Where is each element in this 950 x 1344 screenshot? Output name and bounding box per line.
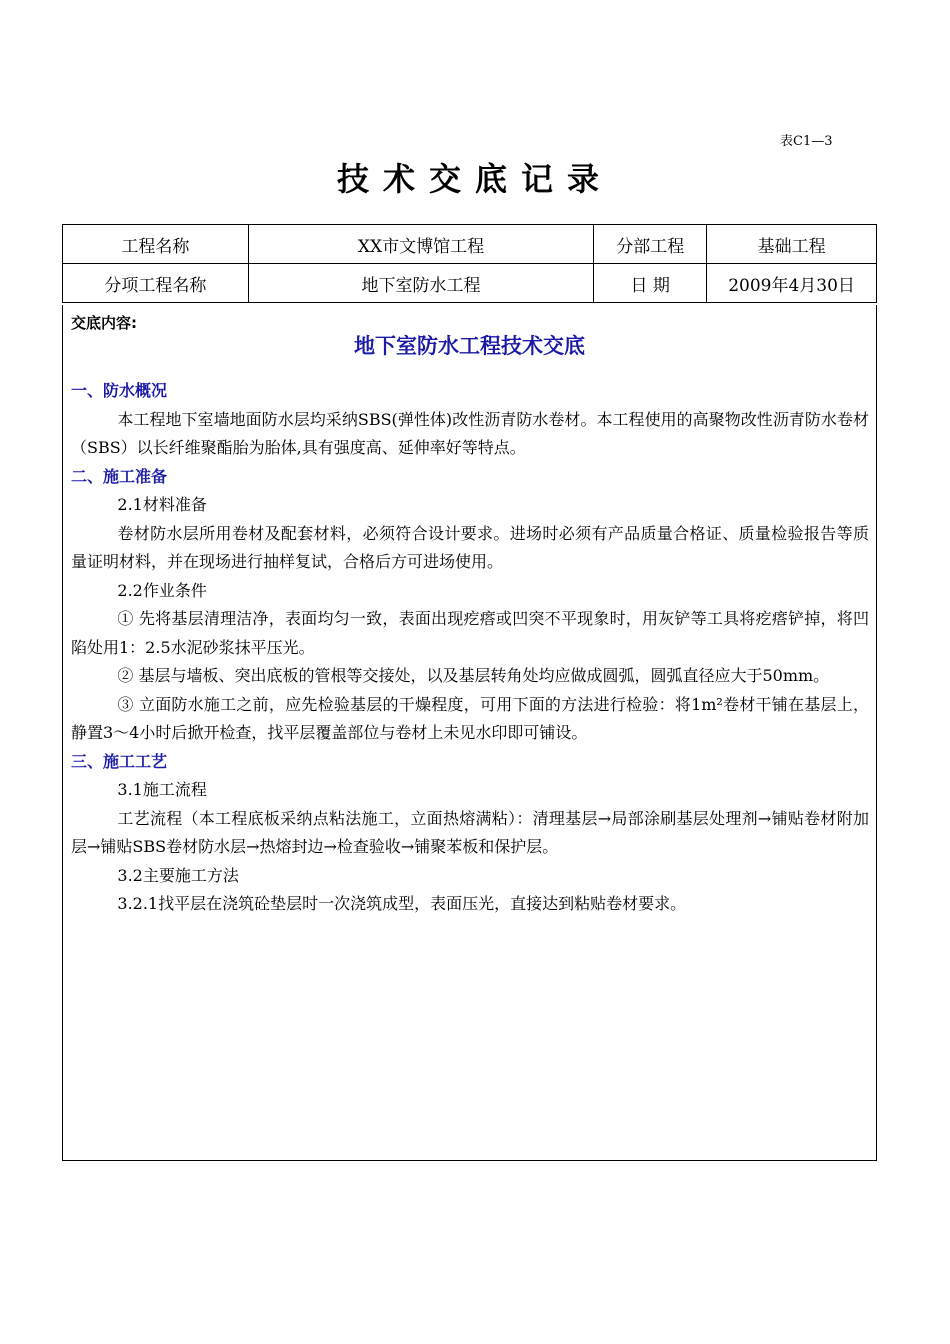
section-heading: 二、施工准备 <box>71 466 168 486</box>
section-heading: 三、施工工艺 <box>71 751 168 771</box>
subitem-name-label: 分项工程名称 <box>63 264 249 303</box>
content-label: 交底内容: <box>71 314 137 332</box>
subsection-heading: 3.2主要施工方法 <box>117 865 239 885</box>
project-name-value: XX市文博馆工程 <box>248 225 594 264</box>
subsection-heading: 2.1材料准备 <box>117 495 207 514</box>
division-value: 基础工程 <box>707 225 877 264</box>
table-row <box>63 225 877 264</box>
project-info-table <box>62 224 877 303</box>
page-title: 技术交底记录 <box>336 160 613 198</box>
date-value: 2009年4月30日 <box>707 264 877 303</box>
document-title: 地下室防水工程技术交底 <box>354 334 585 358</box>
form-number: 表C1—3 <box>780 134 833 149</box>
paragraph: 卷材防水层所用卷材及配套材料，必须符合设计要求。进场时必须有产品质量合格证、质量检验报告等质量证明材料，并在现场进行抽样复试，合格后方可进场使用。 <box>71 523 869 571</box>
table-row <box>63 264 877 303</box>
content-body <box>71 377 869 919</box>
subsection-heading: 2.2作业条件 <box>117 580 207 600</box>
paragraph: 本工程地下室墙地面防水层均采纳SBS(弹性体)改性沥青防水卷材。本工程使用的高聚物改性沥青防水卷材（SBS）以长纤维聚酯胎为胎体,具有强度高、延伸率好等特点。 <box>71 409 869 457</box>
content-box <box>62 305 877 1161</box>
list-item: ③ 立面防水施工之前，应先检验基层的干燥程度，可用下面的方法进行检验：将1m²卷材干铺在基层上，静置3～4小时后掀开检查，找平层覆盖部位与卷材上未见水印即可铺设。 <box>71 694 869 742</box>
subitem-name-value: 地下室防水工程 <box>248 264 594 303</box>
project-name-label: 工程名称 <box>63 225 249 264</box>
list-item: ① 先将基层清理洁净，表面均匀一致，表面出现疙瘩或凹突不平现象时，用灰铲等工具将疙瘩铲掉，将凹陷处用1：2.5水泥砂浆抹平压光。 <box>71 609 869 657</box>
subsection-heading: 3.1施工流程 <box>117 780 207 799</box>
paragraph: 工艺流程（本工程底板采纳点粘法施工，立面热熔满粘）：清理基层→局部涂刷基层处理剂→铺贴卷材附加层→铺贴SBS卷材防水层→热熔封边→检查验收→铺聚苯板和保护层。 <box>71 808 869 856</box>
list-item: ② 基层与墙板、突出底板的管根等交接处，以及基层转角处均应做成圆弧，圆弧直径应大于50mm。 <box>117 666 830 685</box>
paragraph: 3.2.1找平层在浇筑砼垫层时一次浇筑成型，表面压光，直接达到粘贴卷材要求。 <box>117 894 687 913</box>
date-label: 日 期 <box>594 264 707 303</box>
section-heading: 一、防水概况 <box>71 381 168 400</box>
division-label: 分部工程 <box>594 225 707 264</box>
